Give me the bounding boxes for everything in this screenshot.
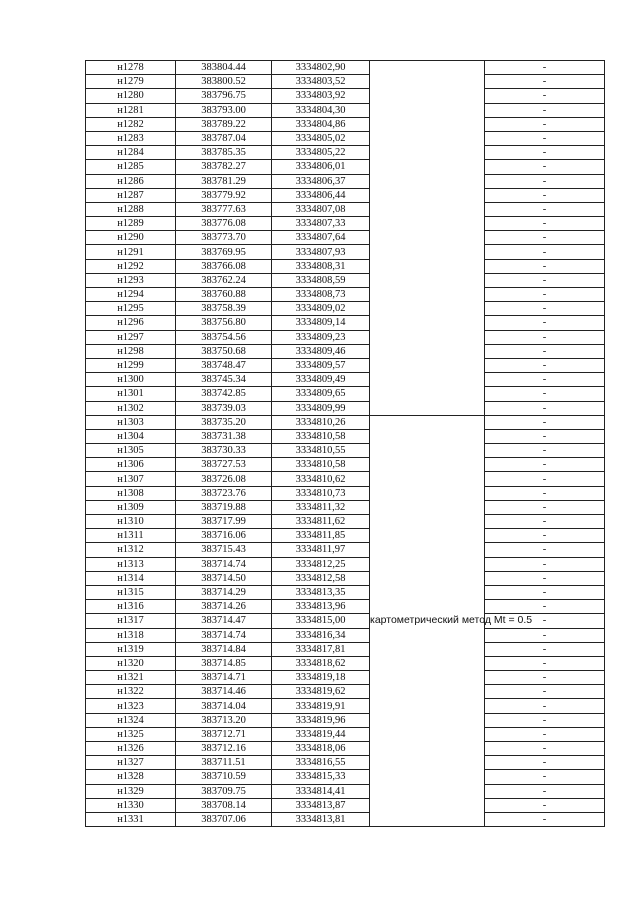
point-name-cell: н1309 <box>86 500 176 514</box>
table-row <box>86 500 605 514</box>
point-name-cell: н1295 <box>86 302 176 316</box>
table-row <box>86 401 605 415</box>
table-row <box>86 642 605 656</box>
value-cell: - <box>485 288 605 302</box>
y-coordinate-cell: 3334819,62 <box>272 685 370 699</box>
y-coordinate-cell: 3334811,62 <box>272 515 370 529</box>
y-coordinate-cell: 3334808,73 <box>272 288 370 302</box>
x-coordinate-cell: 383748.47 <box>176 358 272 372</box>
point-name-cell: н1312 <box>86 543 176 557</box>
y-coordinate-cell: 3334807,64 <box>272 231 370 245</box>
value-cell: - <box>485 273 605 287</box>
y-coordinate-cell: 3334809,23 <box>272 330 370 344</box>
y-coordinate-cell: 3334813,96 <box>272 600 370 614</box>
y-coordinate-cell: 3334819,18 <box>272 671 370 685</box>
value-cell: - <box>485 387 605 401</box>
x-coordinate-cell: 383707.06 <box>176 812 272 826</box>
point-name-cell: н1318 <box>86 628 176 642</box>
x-coordinate-cell: 383714.46 <box>176 685 272 699</box>
x-coordinate-cell: 383727.53 <box>176 458 272 472</box>
y-coordinate-cell: 3334809,57 <box>272 358 370 372</box>
point-name-cell: н1319 <box>86 642 176 656</box>
y-coordinate-cell: 3334809,02 <box>272 302 370 316</box>
value-cell: - <box>485 245 605 259</box>
table-row <box>86 131 605 145</box>
y-coordinate-cell: 3334819,91 <box>272 699 370 713</box>
x-coordinate-cell: 383779.92 <box>176 188 272 202</box>
y-coordinate-cell: 3334807,33 <box>272 217 370 231</box>
value-cell: - <box>485 571 605 585</box>
table-row <box>86 61 605 75</box>
x-coordinate-cell: 383712.71 <box>176 727 272 741</box>
y-coordinate-cell: 3334814,41 <box>272 784 370 798</box>
value-cell: - <box>485 742 605 756</box>
x-coordinate-cell: 383793.00 <box>176 103 272 117</box>
table-row <box>86 671 605 685</box>
y-coordinate-cell: 3334808,31 <box>272 259 370 273</box>
x-coordinate-cell: 383714.84 <box>176 642 272 656</box>
y-coordinate-cell: 3334819,44 <box>272 727 370 741</box>
y-coordinate-cell: 3334808,59 <box>272 273 370 287</box>
point-name-cell: н1278 <box>86 61 176 75</box>
value-cell: - <box>485 401 605 415</box>
point-name-cell: н1301 <box>86 387 176 401</box>
point-name-cell: н1290 <box>86 231 176 245</box>
point-name-cell: н1281 <box>86 103 176 117</box>
y-coordinate-cell: 3334816,34 <box>272 628 370 642</box>
value-cell: - <box>485 486 605 500</box>
value-cell: - <box>485 61 605 75</box>
method-cell <box>370 61 485 416</box>
value-cell: - <box>485 75 605 89</box>
y-coordinate-cell: 3334806,44 <box>272 188 370 202</box>
value-cell: - <box>485 756 605 770</box>
point-name-cell: н1317 <box>86 614 176 628</box>
value-cell: - <box>485 784 605 798</box>
x-coordinate-cell: 383785.35 <box>176 146 272 160</box>
value-cell: - <box>485 202 605 216</box>
table-row <box>86 75 605 89</box>
value-cell: - <box>485 316 605 330</box>
point-name-cell: н1329 <box>86 784 176 798</box>
y-coordinate-cell: 3334810,58 <box>272 458 370 472</box>
point-name-cell: н1304 <box>86 429 176 443</box>
value-cell: - <box>485 146 605 160</box>
point-name-cell: н1324 <box>86 713 176 727</box>
y-coordinate-cell: 3334815,33 <box>272 770 370 784</box>
value-cell: - <box>485 713 605 727</box>
table-row <box>86 656 605 670</box>
point-name-cell: н1315 <box>86 585 176 599</box>
value-cell: - <box>485 344 605 358</box>
point-name-cell: н1289 <box>86 217 176 231</box>
value-cell: - <box>485 557 605 571</box>
value-cell: - <box>485 174 605 188</box>
point-name-cell: н1306 <box>86 458 176 472</box>
table-row <box>86 472 605 486</box>
y-coordinate-cell: 3334803,52 <box>272 75 370 89</box>
value-cell: - <box>485 188 605 202</box>
y-coordinate-cell: 3334810,58 <box>272 429 370 443</box>
x-coordinate-cell: 383714.74 <box>176 628 272 642</box>
x-coordinate-cell: 383769.95 <box>176 245 272 259</box>
x-coordinate-cell: 383735.20 <box>176 415 272 429</box>
x-coordinate-cell: 383754.56 <box>176 330 272 344</box>
method-cell: картометрический метод Mt = 0.5 <box>370 415 485 826</box>
table-row <box>86 174 605 188</box>
point-name-cell: н1307 <box>86 472 176 486</box>
point-name-cell: н1280 <box>86 89 176 103</box>
x-coordinate-cell: 383714.04 <box>176 699 272 713</box>
x-coordinate-cell: 383716.06 <box>176 529 272 543</box>
y-coordinate-cell: 3334806,01 <box>272 160 370 174</box>
table-row <box>86 188 605 202</box>
x-coordinate-cell: 383773.70 <box>176 231 272 245</box>
value-cell: - <box>485 600 605 614</box>
x-coordinate-cell: 383723.76 <box>176 486 272 500</box>
point-name-cell: н1287 <box>86 188 176 202</box>
point-name-cell: н1314 <box>86 571 176 585</box>
y-coordinate-cell: 3334803,92 <box>272 89 370 103</box>
point-name-cell: н1325 <box>86 727 176 741</box>
value-cell: - <box>485 515 605 529</box>
table-row <box>86 756 605 770</box>
point-name-cell: н1286 <box>86 174 176 188</box>
y-coordinate-cell: 3334809,65 <box>272 387 370 401</box>
x-coordinate-cell: 383710.59 <box>176 770 272 784</box>
table-row <box>86 344 605 358</box>
value-cell: - <box>485 656 605 670</box>
point-name-cell: н1326 <box>86 742 176 756</box>
x-coordinate-cell: 383787.04 <box>176 131 272 145</box>
value-cell: - <box>485 330 605 344</box>
table-row <box>86 571 605 585</box>
y-coordinate-cell: 3334806,37 <box>272 174 370 188</box>
x-coordinate-cell: 383712.16 <box>176 742 272 756</box>
y-coordinate-cell: 3334810,55 <box>272 444 370 458</box>
value-cell: - <box>485 231 605 245</box>
table-row <box>86 429 605 443</box>
y-coordinate-cell: 3334815,00 <box>272 614 370 628</box>
x-coordinate-cell: 383760.88 <box>176 288 272 302</box>
y-coordinate-cell: 3334818,62 <box>272 656 370 670</box>
point-name-cell: н1310 <box>86 515 176 529</box>
x-coordinate-cell: 383714.71 <box>176 671 272 685</box>
y-coordinate-cell: 3334809,14 <box>272 316 370 330</box>
point-name-cell: н1294 <box>86 288 176 302</box>
y-coordinate-cell: 3334809,46 <box>272 344 370 358</box>
table-row <box>86 202 605 216</box>
y-coordinate-cell: 3334805,02 <box>272 131 370 145</box>
x-coordinate-cell: 383766.08 <box>176 259 272 273</box>
point-name-cell: н1292 <box>86 259 176 273</box>
point-name-cell: н1291 <box>86 245 176 259</box>
value-cell: - <box>485 373 605 387</box>
y-coordinate-cell: 3334811,32 <box>272 500 370 514</box>
table-row <box>86 727 605 741</box>
x-coordinate-cell: 383730.33 <box>176 444 272 458</box>
x-coordinate-cell: 383714.85 <box>176 656 272 670</box>
value-cell: - <box>485 89 605 103</box>
y-coordinate-cell: 3334819,96 <box>272 713 370 727</box>
point-name-cell: н1282 <box>86 117 176 131</box>
y-coordinate-cell: 3334810,73 <box>272 486 370 500</box>
table-row <box>86 770 605 784</box>
value-cell: - <box>485 117 605 131</box>
point-name-cell: н1316 <box>86 600 176 614</box>
x-coordinate-cell: 383714.74 <box>176 557 272 571</box>
table-row <box>86 415 605 429</box>
x-coordinate-cell: 383804.44 <box>176 61 272 75</box>
value-cell: - <box>485 543 605 557</box>
point-name-cell: н1303 <box>86 415 176 429</box>
table-row <box>86 685 605 699</box>
value-cell: - <box>485 770 605 784</box>
y-coordinate-cell: 3334816,55 <box>272 756 370 770</box>
point-name-cell: н1300 <box>86 373 176 387</box>
table-row <box>86 146 605 160</box>
table-row <box>86 117 605 131</box>
table-row <box>86 103 605 117</box>
point-name-cell: н1331 <box>86 812 176 826</box>
y-coordinate-cell: 3334811,85 <box>272 529 370 543</box>
value-cell: - <box>485 614 605 628</box>
table-row <box>86 387 605 401</box>
point-name-cell: н1284 <box>86 146 176 160</box>
point-name-cell: н1323 <box>86 699 176 713</box>
point-name-cell: н1321 <box>86 671 176 685</box>
x-coordinate-cell: 383782.27 <box>176 160 272 174</box>
x-coordinate-cell: 383758.39 <box>176 302 272 316</box>
x-coordinate-cell: 383714.26 <box>176 600 272 614</box>
table-row <box>86 628 605 642</box>
y-coordinate-cell: 3334813,81 <box>272 812 370 826</box>
x-coordinate-cell: 383731.38 <box>176 429 272 443</box>
y-coordinate-cell: 3334809,49 <box>272 373 370 387</box>
x-coordinate-cell: 383715.43 <box>176 543 272 557</box>
x-coordinate-cell: 383742.85 <box>176 387 272 401</box>
x-coordinate-cell: 383789.22 <box>176 117 272 131</box>
y-coordinate-cell: 3334810,62 <box>272 472 370 486</box>
table-row <box>86 529 605 543</box>
point-name-cell: н1298 <box>86 344 176 358</box>
y-coordinate-cell: 3334811,97 <box>272 543 370 557</box>
point-name-cell: н1288 <box>86 202 176 216</box>
table-row <box>86 273 605 287</box>
value-cell: - <box>485 358 605 372</box>
x-coordinate-cell: 383776.08 <box>176 217 272 231</box>
value-cell: - <box>485 699 605 713</box>
y-coordinate-cell: 3334810,26 <box>272 415 370 429</box>
table-row <box>86 358 605 372</box>
table-row <box>86 713 605 727</box>
value-cell: - <box>485 131 605 145</box>
point-name-cell: н1313 <box>86 557 176 571</box>
x-coordinate-cell: 383777.63 <box>176 202 272 216</box>
y-coordinate-cell: 3334812,25 <box>272 557 370 571</box>
x-coordinate-cell: 383800.52 <box>176 75 272 89</box>
coordinates-table-body <box>86 61 605 827</box>
value-cell: - <box>485 500 605 514</box>
table-row <box>86 600 605 614</box>
x-coordinate-cell: 383796.75 <box>176 89 272 103</box>
value-cell: - <box>485 429 605 443</box>
point-name-cell: н1311 <box>86 529 176 543</box>
x-coordinate-cell: 383750.68 <box>176 344 272 358</box>
point-name-cell: н1302 <box>86 401 176 415</box>
x-coordinate-cell: 383719.88 <box>176 500 272 514</box>
point-name-cell: н1279 <box>86 75 176 89</box>
y-coordinate-cell: 3334818,06 <box>272 742 370 756</box>
table-row <box>86 316 605 330</box>
y-coordinate-cell: 3334809,99 <box>272 401 370 415</box>
table-row <box>86 458 605 472</box>
value-cell: - <box>485 472 605 486</box>
point-name-cell: н1322 <box>86 685 176 699</box>
table-row <box>86 245 605 259</box>
point-name-cell: н1285 <box>86 160 176 174</box>
x-coordinate-cell: 383714.47 <box>176 614 272 628</box>
table-row <box>86 543 605 557</box>
table-row <box>86 302 605 316</box>
y-coordinate-cell: 3334813,35 <box>272 585 370 599</box>
y-coordinate-cell: 3334813,87 <box>272 798 370 812</box>
value-cell: - <box>485 160 605 174</box>
point-name-cell: н1299 <box>86 358 176 372</box>
table-row <box>86 373 605 387</box>
y-coordinate-cell: 3334804,86 <box>272 117 370 131</box>
table-row <box>86 288 605 302</box>
table-row <box>86 699 605 713</box>
x-coordinate-cell: 383711.51 <box>176 756 272 770</box>
y-coordinate-cell: 3334807,93 <box>272 245 370 259</box>
value-cell: - <box>485 444 605 458</box>
point-name-cell: н1297 <box>86 330 176 344</box>
value-cell: - <box>485 685 605 699</box>
y-coordinate-cell: 3334807,08 <box>272 202 370 216</box>
x-coordinate-cell: 383756.80 <box>176 316 272 330</box>
table-row <box>86 444 605 458</box>
table-row <box>86 217 605 231</box>
value-cell: - <box>485 458 605 472</box>
x-coordinate-cell: 383726.08 <box>176 472 272 486</box>
table-row <box>86 486 605 500</box>
value-cell: - <box>485 415 605 429</box>
point-name-cell: н1296 <box>86 316 176 330</box>
x-coordinate-cell: 383745.34 <box>176 373 272 387</box>
value-cell: - <box>485 812 605 826</box>
value-cell: - <box>485 302 605 316</box>
point-name-cell: н1308 <box>86 486 176 500</box>
point-name-cell: н1283 <box>86 131 176 145</box>
coordinates-table <box>85 60 605 827</box>
y-coordinate-cell: 3334802,90 <box>272 61 370 75</box>
x-coordinate-cell: 383709.75 <box>176 784 272 798</box>
y-coordinate-cell: 3334805,22 <box>272 146 370 160</box>
point-name-cell: н1327 <box>86 756 176 770</box>
table-row <box>86 742 605 756</box>
point-name-cell: н1330 <box>86 798 176 812</box>
y-coordinate-cell: 3334804,30 <box>272 103 370 117</box>
table-row <box>86 812 605 826</box>
x-coordinate-cell: 383781.29 <box>176 174 272 188</box>
value-cell: - <box>485 642 605 656</box>
table-row <box>86 160 605 174</box>
x-coordinate-cell: 383739.03 <box>176 401 272 415</box>
point-name-cell: н1305 <box>86 444 176 458</box>
x-coordinate-cell: 383714.29 <box>176 585 272 599</box>
y-coordinate-cell: 3334812,58 <box>272 571 370 585</box>
point-name-cell: н1320 <box>86 656 176 670</box>
x-coordinate-cell: 383714.50 <box>176 571 272 585</box>
table-row <box>86 585 605 599</box>
table-row <box>86 231 605 245</box>
table-row <box>86 798 605 812</box>
value-cell: - <box>485 585 605 599</box>
table-row <box>86 557 605 571</box>
value-cell: - <box>485 217 605 231</box>
point-name-cell: н1328 <box>86 770 176 784</box>
table-row <box>86 89 605 103</box>
table-row <box>86 515 605 529</box>
table-row <box>86 259 605 273</box>
x-coordinate-cell: 383713.20 <box>176 713 272 727</box>
x-coordinate-cell: 383708.14 <box>176 798 272 812</box>
value-cell: - <box>485 529 605 543</box>
value-cell: - <box>485 259 605 273</box>
x-coordinate-cell: 383762.24 <box>176 273 272 287</box>
table-row <box>86 330 605 344</box>
value-cell: - <box>485 103 605 117</box>
x-coordinate-cell: 383717.99 <box>176 515 272 529</box>
table-row <box>86 784 605 798</box>
value-cell: - <box>485 727 605 741</box>
value-cell: - <box>485 798 605 812</box>
value-cell: - <box>485 671 605 685</box>
point-name-cell: н1293 <box>86 273 176 287</box>
value-cell: - <box>485 628 605 642</box>
y-coordinate-cell: 3334817,81 <box>272 642 370 656</box>
